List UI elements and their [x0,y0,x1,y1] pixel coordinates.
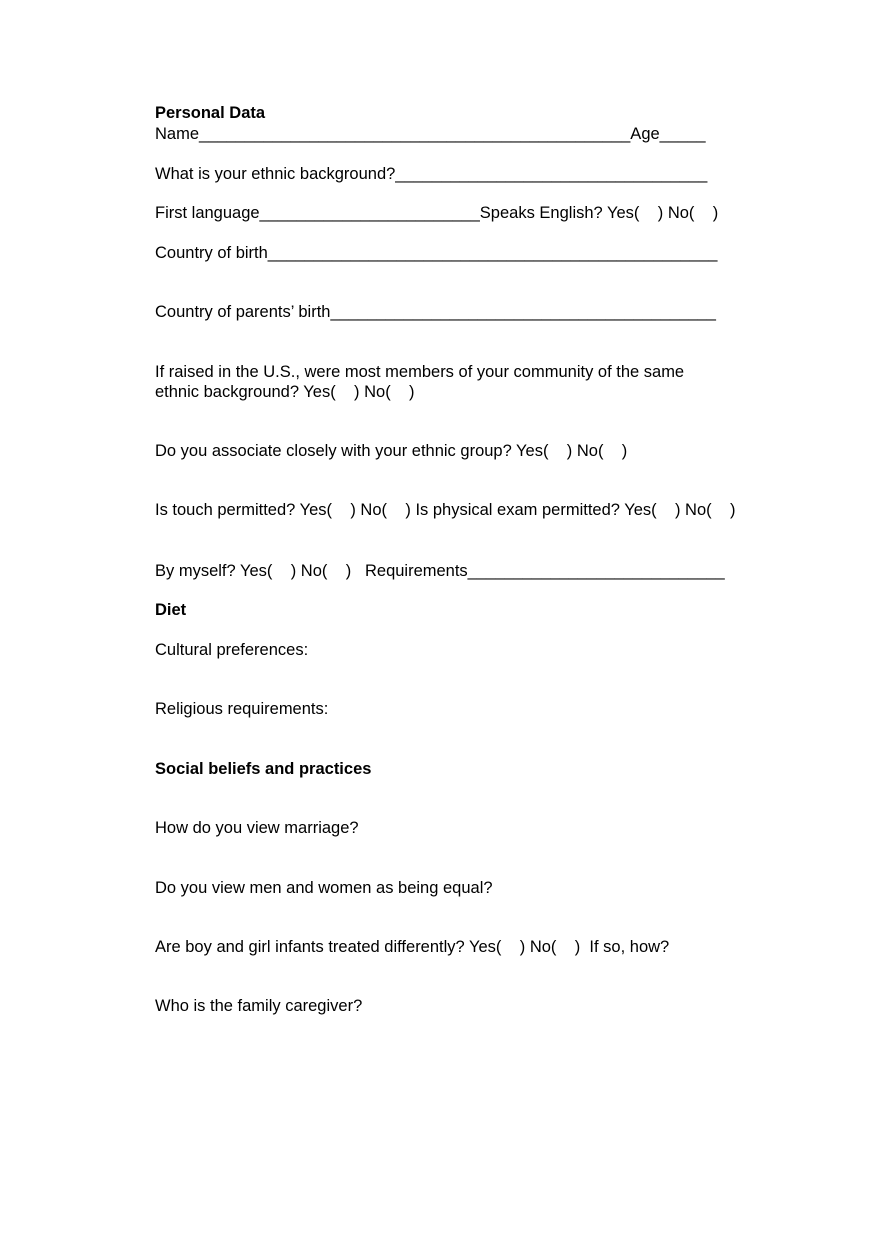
raised-line-2: ethnic background? Yes( ) No( ) [155,383,415,401]
myself-requirements-line: By myself? Yes( ) No( ) Requirements____________________________ [155,562,725,580]
social-beliefs-heading: Social beliefs and practices [155,760,372,778]
country-birth-line: Country of birth_________________________________________________ [155,244,718,262]
country-parents-line: Country of parents’ birth__________________________________________ [155,303,716,321]
diet-heading: Diet [155,601,187,619]
ethnic-background-line: What is your ethnic background?__________________________________ [155,165,708,183]
marriage-question: How do you view marriage? [155,819,359,837]
touch-exam-line: Is touch permitted? Yes( ) No( ) Is physical exam permitted? Yes( ) No( ) [155,501,736,519]
name-age-line: Name_______________________________________________Age_____ [155,125,706,143]
caregiver-question: Who is the family caregiver? [155,997,363,1015]
cultural-preferences: Cultural preferences: [155,641,309,659]
language-line: First language________________________Speaks English? Yes( ) No( ) [155,204,719,222]
religious-requirements: Religious requirements: [155,700,329,718]
infants-question: Are boy and girl infants treated differently? Yes( ) No( ) If so, how? [155,938,670,956]
personal-data-heading: Personal Data [155,104,266,122]
equality-question: Do you view men and women as being equal? [155,879,493,897]
associate-line: Do you associate closely with your ethnic group? Yes( ) No( ) [155,442,628,460]
raised-line-1: If raised in the U.S., were most members of your community of the same [155,363,685,381]
